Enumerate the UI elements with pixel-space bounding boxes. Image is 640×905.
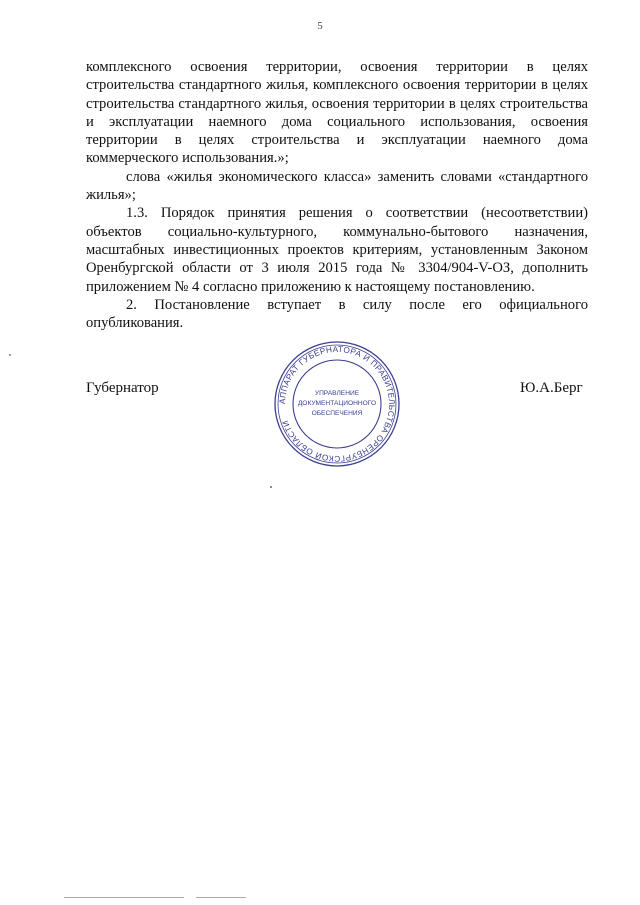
official-stamp <box>272 339 402 469</box>
scan-artifact-dot <box>270 486 272 488</box>
paragraph-word-replacement: слова «жилья экономического класса» заменить словами «стандартного жилья»; <box>86 168 588 204</box>
stamp-inner-line-1: УПРАВЛЕНИЕ <box>314 390 360 397</box>
stamp-outer-text: АППАРАТ ГУБЕРНАТОРА И ПРАВИТЕЛЬСТВА ОРЕНБУРГСКОЙ ОБЛАСТИ <box>277 344 397 464</box>
document-body <box>86 58 588 332</box>
footer-scan-line <box>64 897 184 898</box>
stamp-inner-line-3: ОБЕСПЕЧЕНИЯ <box>311 410 363 417</box>
stamp-inner-line-2: ДОКУМЕНТАЦИОННОГО <box>297 400 377 407</box>
signature-title: Губернатор <box>86 380 159 396</box>
page-number: 5 <box>317 20 323 32</box>
footer-scan-line <box>196 897 246 898</box>
paragraph-item-2: 2. Постановление вступает в силу после его официального опубликования. <box>86 296 588 332</box>
paragraph-item-1-3: 1.3. Порядок принятия решения о соответствии (несоответствии) объектов социально-культурного, коммунально-бытового назначения, масштабных инвестиционных проектов критериям, установленным Законом Оренбургской области от 3 июля 2015 года № 3304/904-V-ОЗ, дополнить приложением № 4 согласно приложению к настоящему постановлению. <box>86 205 588 295</box>
paragraph-territory-definitions: комплексного освоения территории, освоения территории в целях строительства стандартного жилья, комплексного освоения территории в целях строительства стандартного жилья, освоения территории в целях строительства и эксплуатации наемного дома социального использования, освоения территории в целях строительства и эксплуатации наемного дома коммерческого использования.»; <box>86 59 588 167</box>
scan-artifact-dot <box>9 354 11 356</box>
signature-name: Ю.А.Берг <box>520 380 583 396</box>
